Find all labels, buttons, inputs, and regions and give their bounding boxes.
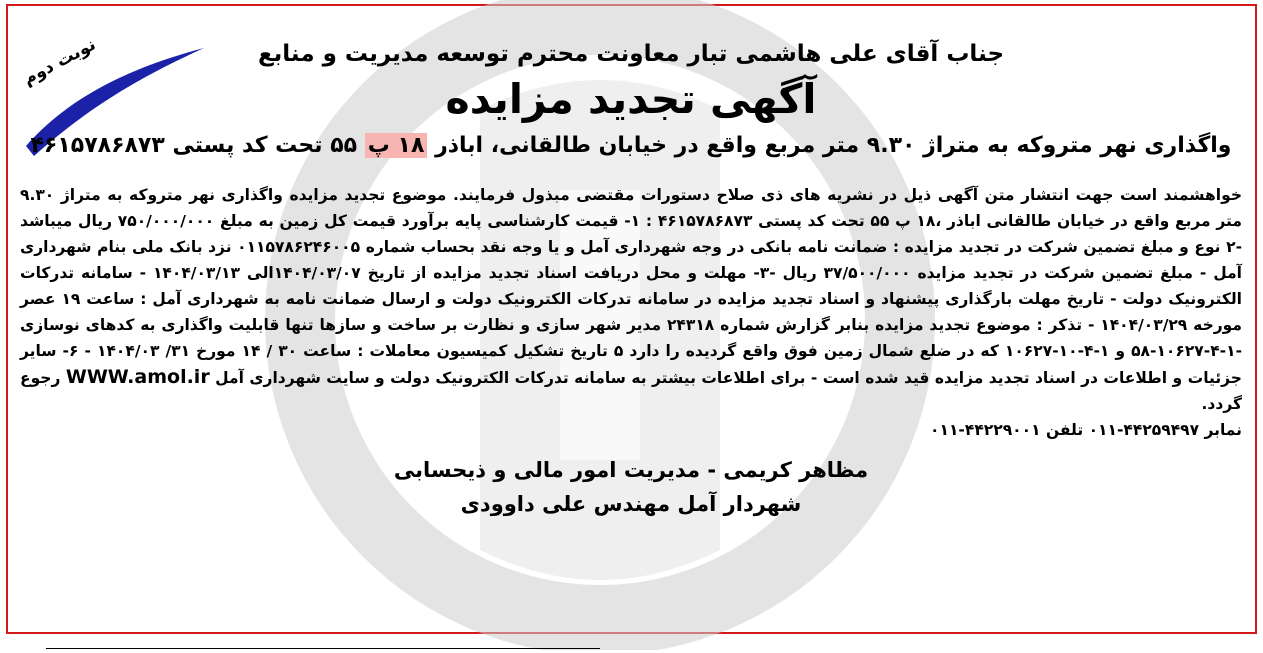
contact-numbers: نمابر ۴۴۲۵۹۴۹۷-۰۱۱ تلفن ۴۴۲۲۹۰۰۱-۰۱۱ xyxy=(930,421,1242,439)
subtitle-part2: ۵۵ تحت کد پستی ۴۶۱۵۷۸۶۸۷۳ xyxy=(30,133,358,158)
addressee-line: جناب آقای علی هاشمی تبار معاونت محترم توسعه مدیریت و منابع xyxy=(257,41,1005,67)
signature-line-2: شهردار آمل مهندس علی داوودی xyxy=(460,492,802,516)
notice-subtitle xyxy=(20,130,1242,162)
notice-title: آگهی تجدید مزایده xyxy=(445,75,817,123)
notice-body xyxy=(20,182,1242,443)
highlighted-plate: ۱۸ پ xyxy=(365,133,428,158)
signature-line-1: مظاهر کریمی - مدیریت امور مالی و ذیحسابی xyxy=(393,458,869,482)
subtitle-part1: واگذاری نهر متروکه به متراژ ۹.۳۰ متر مربع واقع در خیابان طالقانی، اباذر xyxy=(435,133,1232,158)
website-link[interactable]: WWW.amol.ir xyxy=(65,366,210,388)
signature-block xyxy=(20,453,1242,521)
bottom-rule xyxy=(46,648,600,649)
body-tail-text: رجوع گردد. xyxy=(20,369,1242,413)
notice-content xyxy=(20,38,1242,521)
round-badge: نوبت دوم xyxy=(19,34,100,90)
body-main-text: خواهشمند است جهت انتشار متن آگهی ذیل در نشریه های ذی صلاح دستورات مقتضی مبذول فرمایند. موضوع تجدید مزایده واگذاری نهر متروکه به متراژ ۹.۳۰ متر مربع واقع در خیابان طالقانی اباذر ،۱۸ پ ۵۵ تحت کد پستی ۴۶۱۵۷۸۶۸۷۳ : ۱- قیمت کارشناسی پایه برآورد قیمت کل زمین به مبلغ ۷۵۰/۰۰۰/۰۰۰ ریال میباشد -۲ نوع و مبلغ تضمین شرکت در تجدید مزایده : ضمانت نامه بانکی در وجه شهرداری آمل و یا وجه نقد بحساب شماره ۰۱۱۵۷۸۶۲۴۶۰۰۵ نزد بانک ملی بنام شهرداری آمل - مبلغ تضمین شرکت در تجدید مزایده ۳۷/۵۰۰/۰۰۰ ریال -۳- مهلت و محل دریافت اسناد تجدید مزایده از تاریخ ۱۴۰۴/۰۳/۰۷الی ۱۴۰۴/۰۳/۱۳ - سامانه تدرکات الکترونیک دولت - تاریخ مهلت بارگذاری پیشنهاد و اسناد تجدید مزایده در سامانه تدرکات الکترونیک دولت و ارسال ضمانت نامه به شهرداری آمل : ساعت ۱۹ عصر مورخه ۱۴۰۴/۰۳/۲۹ - تذکر : موضوع تجدید مزایده بنابر گزارش شماره ۲۴۳۱۸ مدیر شهر سازی و نظارت بر ساخت و سازها تنها قابلیت واگذاری به کدهای نوسازی -۱-۴-۱۰۶۲۷-۵۸ و ۱-۴-۱۰-۱۰۶۲۷ که در ضلع شمال زمین فوق واقع گردیده را دارد ۵ تاریخ تشکیل کمیسیون معاملات : ساعت ۳۰ / ۱۴ مورخ ۳۱/ ۱۴۰۴/۰۳ - ۶- سایر جزئیات و اطلاعات در اسناد تجدید مزایده قید شده است - برای اطلاعات بیشتر به سامانه تدرکات الکترونیک دولت و سایت شهرداری آمل xyxy=(20,186,1242,387)
